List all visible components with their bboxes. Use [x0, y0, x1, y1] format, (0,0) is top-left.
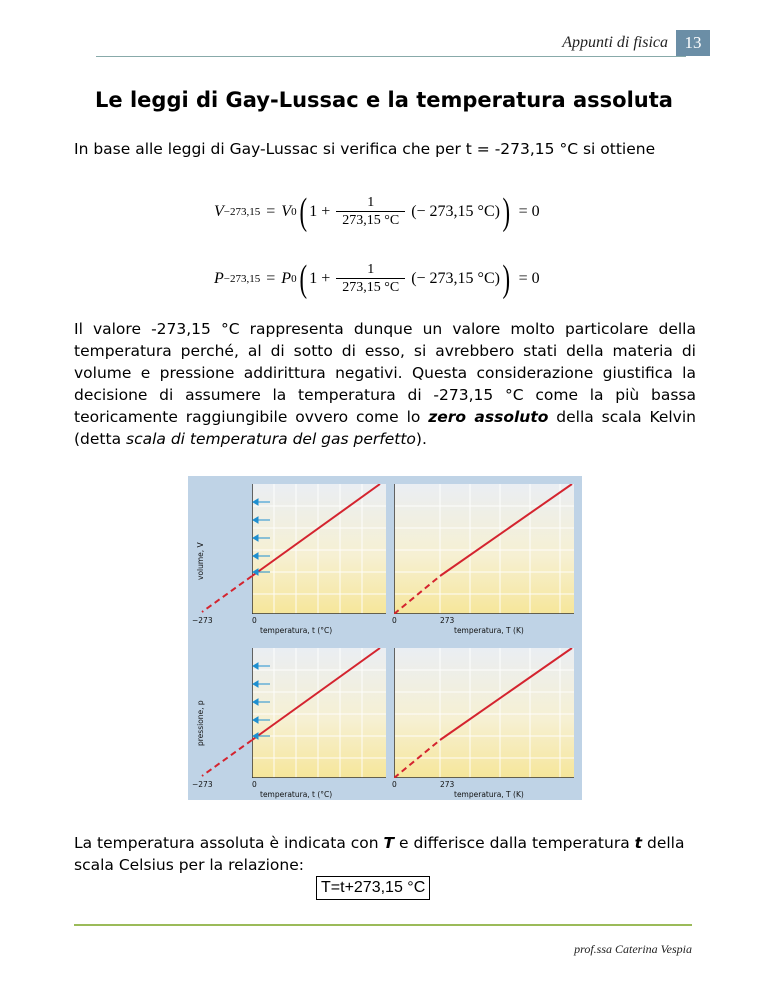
formula-pressure: P −273,15 = P 0 ( 1 + $\frac{1}{273,15 ^\circ C}$ (− 273,15 °C) ) = 0: [214, 258, 540, 300]
kelvin-axis-label-bottom: temperatura, T (K): [454, 790, 524, 799]
fraction-numerator: 1: [367, 261, 375, 277]
explanation-paragraph: [74, 318, 696, 450]
formula-one: 1 +: [309, 203, 331, 220]
celsius-axis-label: temperatura, t (°C): [260, 626, 333, 635]
bottom-text-3: della scala Celsius per la relazione:: [74, 834, 685, 874]
tick-273-kelvin-bottom: 273: [440, 780, 455, 789]
bottom-paragraph: [74, 832, 696, 876]
formula-lhs-var: P: [214, 270, 224, 287]
fraction-denominator: 273,15 °C: [336, 278, 405, 297]
formula-result: = 0: [518, 203, 540, 220]
formula-rhs-var: P: [281, 270, 292, 287]
panel-volume-celsius: [252, 484, 386, 614]
formula-fraction: [336, 195, 405, 230]
formula-volume: V −273,15 = V 0 ( 1 + $\frac{1}{273,15 ^\circ C}$ (− 273,15 °C) ) = 0: [214, 191, 540, 233]
volume-kelvin-plot: [394, 484, 574, 614]
page-header: [562, 30, 710, 56]
fraction-denominator: 273,15 °C: [336, 211, 405, 230]
formula-factor: (− 273,15 °C): [411, 270, 500, 287]
formula-lhs-sub: −273,15: [223, 206, 261, 218]
panel-pressure-celsius: [252, 648, 386, 778]
pressure-line: [252, 648, 380, 740]
pressure-axis-label: pressione, p: [196, 700, 205, 746]
formula-lhs-var: V: [214, 203, 224, 220]
intro-paragraph: In base alle leggi di Gay-Lussac si verifica che per t = -273,15 °C si ottiene: [74, 140, 656, 158]
tick-zero-bottom: 0: [252, 780, 257, 789]
celsius-axis-label-bottom: temperatura, t (°C): [260, 790, 333, 799]
tick-minus-273-bottom: −273: [192, 780, 213, 789]
formula-factor: (− 273,15 °C): [411, 203, 500, 220]
zero-absolute-term: zero assoluto: [428, 408, 549, 426]
formula-rhs-sub: 0: [291, 273, 297, 285]
pressure-kelvin-line: [440, 648, 572, 740]
footer-divider: [74, 924, 692, 926]
panel-pressure-kelvin: [394, 648, 574, 778]
formula-lhs-sub: −273,15: [223, 273, 261, 285]
temperature-relation: T=t+273,15 °C: [316, 876, 430, 900]
explanation-text-1: Il valore -273,15 °C rappresenta dunque un valore molto particolare della temperatura perché, al di sotto di esso, si avrebbero stati della materia di volume e pressione addirittura negativi. Questa considerazione giustifica la decisione di assumere la temperatura di -273,15 °C come la più bassa teoricamente raggiungibile ovvero come lo: [74, 320, 696, 426]
page-title: Le leggi di Gay-Lussac e la temperatura assoluta: [95, 88, 673, 112]
volume-celsius-plot: [252, 484, 386, 614]
page-number: 13: [676, 30, 710, 56]
pressure-celsius-plot: [252, 648, 386, 778]
footer-author: prof.ssa Caterina Vespia: [574, 942, 692, 956]
gas-scale-term: scala di temperatura del gas perfetto: [126, 430, 416, 448]
formula-rhs-var: V: [281, 203, 292, 220]
bottom-text-2: e differisce dalla temperatura: [394, 834, 635, 852]
header-divider: [96, 56, 686, 57]
fraction-numerator: 1: [367, 194, 375, 210]
header-title: Appunti di fisica: [562, 34, 668, 51]
volume-kelvin-line: [440, 484, 572, 576]
volume-line: [252, 484, 380, 576]
tick-273-kelvin: 273: [440, 616, 455, 625]
symbol-t: t: [634, 834, 643, 852]
formula-one: 1 +: [309, 270, 331, 287]
tick-zero-kelvin-bottom: 0: [392, 780, 397, 789]
explanation-text-3: ).: [415, 430, 427, 448]
pressure-kelvin-plot: [394, 648, 574, 778]
volume-axis-label: volume, V: [196, 542, 205, 580]
panel-volume-kelvin: [394, 484, 574, 614]
formula-rhs-sub: 0: [291, 206, 297, 218]
tick-minus-273: −273: [192, 616, 213, 625]
explanation-text-2: della scala Kelvin (detta: [74, 408, 696, 448]
bottom-text-1: La temperatura assoluta è indicata con: [74, 834, 384, 852]
tick-zero: 0: [252, 616, 257, 625]
tick-zero-kelvin: 0: [392, 616, 397, 625]
symbol-T: T: [383, 834, 395, 852]
gay-lussac-figure: [188, 476, 582, 800]
formula-result: = 0: [518, 270, 540, 287]
kelvin-axis-label: temperatura, T (K): [454, 626, 524, 635]
formula-fraction: [336, 262, 405, 297]
